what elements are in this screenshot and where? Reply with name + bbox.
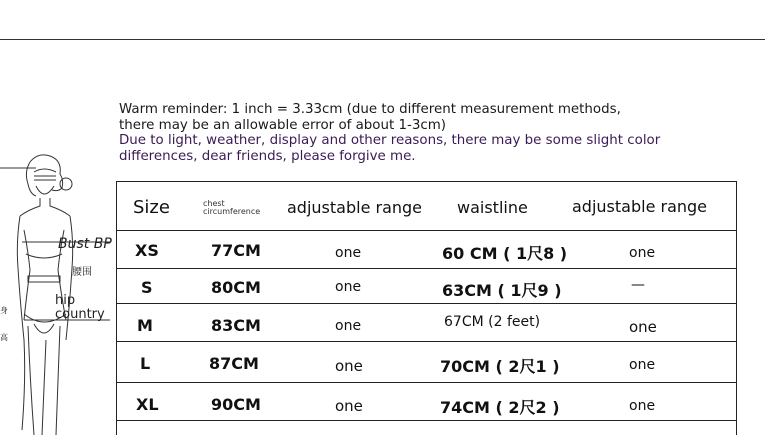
header-adjustable-range-1: adjustable range bbox=[287, 198, 423, 217]
table-row bbox=[117, 304, 736, 342]
size-value: L bbox=[140, 354, 151, 373]
header-chest-line1: chest bbox=[203, 199, 225, 208]
size-value: XS bbox=[135, 241, 159, 260]
top-divider bbox=[0, 39, 765, 40]
note-line-3: Due to light, weather, display and other reasons, there may be some slight color bbox=[119, 133, 661, 148]
bust-label: Bust BP bbox=[58, 236, 112, 252]
chest-value: 87CM bbox=[209, 354, 259, 373]
measurement-figure bbox=[0, 150, 120, 435]
adjustable-value-1: one bbox=[335, 357, 363, 375]
table-row bbox=[117, 269, 736, 304]
country-label: country bbox=[55, 307, 105, 322]
chest-value: 83CM bbox=[211, 316, 261, 335]
size-value: M bbox=[137, 316, 153, 335]
header-size: Size bbox=[133, 197, 170, 218]
waist-value: 67CM (2 feet) bbox=[444, 314, 541, 330]
adjustable-value-1: one bbox=[335, 279, 362, 295]
header-adjustable-range-2: adjustable range bbox=[572, 197, 708, 216]
waist-label: 腰围 bbox=[72, 267, 92, 278]
adjustable-value-2: one bbox=[629, 357, 656, 373]
size-chart-table bbox=[116, 181, 737, 435]
waist-value: 63CM ( 1尺9 ) bbox=[442, 281, 562, 300]
chest-value: 90CM bbox=[211, 395, 261, 414]
adjustable-value-1: one bbox=[335, 397, 363, 415]
hip-label: hip bbox=[55, 293, 76, 308]
waist-value: 70CM ( 2尺1 ) bbox=[440, 357, 560, 376]
adjustable-value-1: one bbox=[335, 245, 362, 261]
adjustable-value-2: one bbox=[629, 398, 656, 414]
note-line-2: there may be an allowable error of about 1-3cm) bbox=[119, 117, 446, 133]
chest-value: 77CM bbox=[211, 241, 261, 260]
adjustable-value-2: — bbox=[631, 277, 645, 293]
note-line-1: Warm reminder: 1 inch = 3.33cm (due to different measurement methods, bbox=[119, 102, 621, 117]
side-char-2: 高 bbox=[0, 333, 8, 342]
table-row bbox=[117, 342, 736, 383]
adjustable-value-2: one bbox=[629, 245, 656, 261]
adjustable-value-2: one bbox=[629, 318, 657, 336]
note-line-4: differences, dear friends, please forgive me. bbox=[119, 148, 416, 164]
size-value: XL bbox=[136, 395, 159, 414]
measurement-notes bbox=[119, 102, 660, 164]
side-char-1: 身 bbox=[0, 306, 8, 315]
header-waistline: waistline bbox=[457, 198, 528, 217]
table-row bbox=[117, 383, 736, 421]
waist-value: 74CM ( 2尺2 ) bbox=[440, 398, 560, 417]
waist-value: 60 CM ( 1尺8 ) bbox=[442, 244, 568, 263]
header-chest-line2: circumference bbox=[203, 207, 261, 216]
adjustable-value-1: one bbox=[335, 318, 362, 334]
table-row bbox=[117, 231, 736, 269]
chest-value: 80CM bbox=[211, 278, 261, 297]
table-header-row bbox=[117, 182, 736, 231]
size-value: S bbox=[141, 278, 153, 297]
